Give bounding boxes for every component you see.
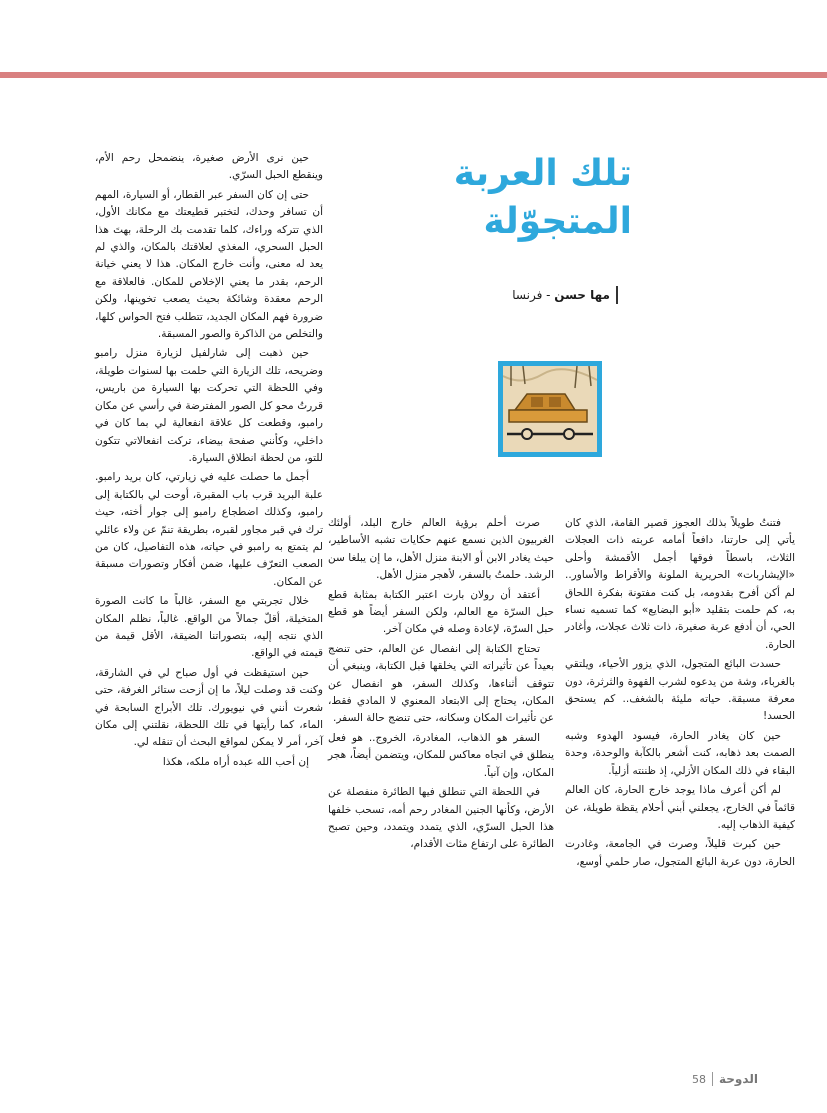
paragraph: حين ذهبت إلى شارلفيل لزيارة منزل رامبو وضريحه، تلك الزيارة التي حلمت بها لسنوات طويلة، وفي اللحظة التي تحركت بها السيارة من باريس، قررتُ محو كل الصور المفترضة في رأسي عن مكان رامبو، وقطعت كل علاقة انفعالية لي بما كان في داخلي، وكأنني صفحة بيضاء، تركت انفعالاتي تتكون للتو، من لحظة انطلاق السيارة.: [95, 347, 323, 464]
paragraph: حين كان يغادر الحارة، فيسود الهدوء وشبه الصمت بعد ذهابه، كنت أشعر بالكآبة والوحدة، وحدة البقاء في ذلك المكان الأزلي، إذ ظننته أزلياً.: [565, 729, 795, 777]
paragraph: حين كبرت قليلاً، وصرت في الجامعة، وغادرت الحارة، دون عربة البائع المتجول، صار حلمي أوسع،: [565, 838, 795, 868]
paragraph: فتنتُ طويلاً بذلك العجوز قصير القامة، الذي كان يأتي إلى حارتنا، دافعاً أمامه عربته ذات العجلات الثلاث، باسطاً فوقها أجمل الأقمشة وأحلى «الإيشاربات» الحريرية الملونة والأقراط والأساور.. لم أكن أفرح بقدومه، بل كنت مفتونة بفكرة اللحاق به، كم حلمت بتقليد «أبو البضايع» كما تسميه نساء الحي، أن أدفع عربة صغيرة، ذات ثلاث عجلات، وأغادر الحارة.: [565, 517, 795, 651]
illustration-frame: [498, 361, 602, 457]
text-column-left: [95, 150, 323, 773]
author-name: مها حسن: [554, 288, 610, 302]
paragraph: أعتقد أن رولان بارت اعتبر الكتابة بمثابة قطع حبل السرّة مع العالم، ولكن السفر أيضاً هو قطع حبل السرّة، لإعادة وصله في مكان آخر.: [328, 588, 554, 636]
byline: [470, 286, 618, 304]
byline-separator: -: [542, 288, 555, 302]
magazine-logo: الدوحة: [719, 1072, 758, 1086]
paragraph: حسدت البائع المتجول، الذي يزور الأحياء، ويلتقي بالغرباء، وشة من يدعوه لشرب القهوة والثرثرة، دون معرفة مسبقة. حياته مليئة بالشغف.. كم يستحق الحسد!: [565, 658, 795, 723]
text-column-right: [565, 515, 795, 873]
footer-divider: [712, 1072, 713, 1086]
paragraph: إن أحب الله عبده أراه ملكه، هكذا: [162, 755, 309, 768]
paragraph: في اللحظة التي تنطلق فيها الطائرة منفصلة عن الأرض، وكأنها الجنين المغادر رحم أمه، تسحب خلفها هذا الحبل السرّي، الذي يتمدد ويتمدد، وحين تصبح الطائرة على ارتفاع مئات الأقدام،: [328, 786, 554, 851]
car-drawing-icon: [503, 366, 597, 452]
paragraph: حين استيقظت في أول صباح لي في الشارقة، وكنت قد وصلت ليلاً، ما إن أزحت ستائر الغرفة، حتى شعرت أنني في نيويورك. تلك الأبراج السابحة في الماء، كما رأيتها في تلك اللحظة، نقلتني إلى مكان آخر، أمر لا يمكن لمواقع البحث أن تنقله لي.: [95, 666, 323, 749]
paragraph: حين نرى الأرض صغيرة، ينضمحل رحم الأم، وينقطع الحبل السرّي.: [95, 152, 323, 182]
header-rule: [0, 72, 827, 78]
article-title: تلك العربة المتجوّلة: [453, 153, 632, 242]
paragraph: تحتاج الكتابة إلى انفصال عن العالم، حتى تنضج بعيداً عن تأثيراته التي يخلقها قبل الكتابة، وينبغي أن تتوقف أثناءها، وكذلك السفر، هو انفصال عن المكان، يحتاج إلى الابتعاد المعنوي لا المادي فقط، عن تأثيرات المكان وسكانه، حتى تنضج حالة السفر.: [328, 642, 554, 725]
paragraph: خلال تجربتي مع السفر، غالباً ما كانت الصورة المتخيلة، أقلّ جمالاً من الواقع. غالباً، نظلم المكان الذي نتجه إليه، بتصوراتنا الضيقة، الأقل قيمة من قيمته في الواقع.: [95, 595, 323, 660]
author-location: فرنسا: [512, 288, 543, 302]
top-band: [0, 0, 827, 72]
paragraph: لم أكن أعرف ماذا يوجد خارج الحارة، كان العالم قائماً في الخارج، يجعلني أبني أحلام يقظة طويلة، عن كيفية الذهاب إليه.: [565, 784, 795, 831]
paragraph: السفر هو الذهاب، المغادرة، الخروج.. هو فعل ينطلق في اتجاه معاكس للمكان، ويتضمن أيضاً، هجر المكان، وإن آنياً.: [328, 731, 554, 779]
paragraph: حتى إن كان السفر عبر القطار، أو السيارة، المهم أن تسافر وحدك، لتختبر قطيعتك مع مكانك الأول، الذي تتركه وراءك، كلما تقدمت بك الرحلة، بهتَ هذا الحبل السحري، المغذي لعلاقتك بالمكان، والذي لم يعد له معنى، وأنت خارج المكان. هذا لا يعني خيانة الرحم، بقدر ما يعني الإخلاص للمكان. فالعلاقة مع الرحم معقدة وشائكة بحيث يصعب تخوينها، ولكن ضرورة فهم المكان الجديد، تتطلب فتح الحواس كلها، والتخلص من الذاكرة والصور المسبقة.: [95, 188, 323, 341]
text-column-middle: [328, 515, 554, 856]
paragraph: صرت أحلم برؤية العالم خارج البلد، أولئك الغربيون الذين نسمع عنهم حكايات تشبه الأساطير، حيث يغادر الابن أو الابنة منزل الأهل، ما إن يبلغا سن الرشد. حلمتُ بالسفر، لأهجر منزل الأهل.: [328, 517, 554, 582]
page-number: 58: [692, 1072, 706, 1086]
paragraph: أجمل ما حصلت عليه في زيارتي، كان بريد رامبو. علبة البريد قرب باب المقبرة، أوحت لي بالكتابة إلى رامبو، وكذلك اضطجاع رامبو إلى جوار أخته، حيث ترك في قبر مجاور لقبره، بطريقة تنمّ عن ولاء عائلي لم يتمتع به رامبو في حياته، هذه التفاصيل، كان من الصعب التعرّف عليها، ضمن أفكار وتصورات مسبقة عن المكان.: [95, 471, 323, 588]
page-footer: [692, 1068, 788, 1090]
